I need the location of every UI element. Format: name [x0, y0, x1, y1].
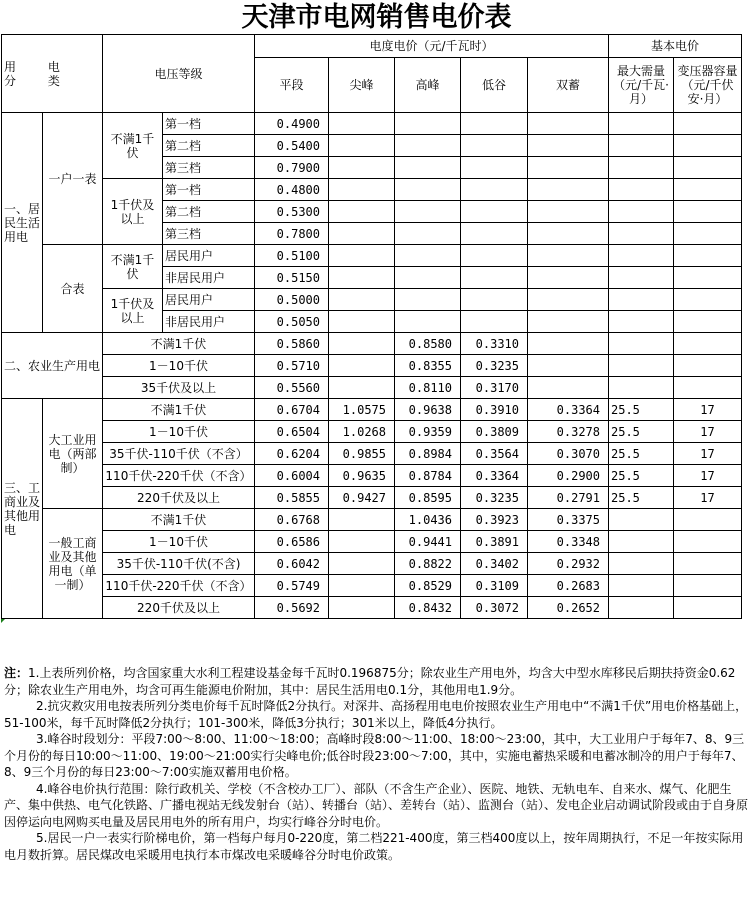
empty-cell: [674, 223, 742, 245]
price-flat: 0.5855: [255, 487, 329, 509]
empty-cell: [461, 179, 528, 201]
price-dual: 0.2683: [528, 575, 609, 597]
empty-cell: [609, 289, 674, 311]
price-sharp: [329, 355, 395, 377]
table-row: [2, 179, 742, 201]
max-demand-price: 25.5: [609, 487, 674, 509]
empty-cell: [528, 289, 609, 311]
price-flat: 0.5400: [255, 135, 329, 157]
empty-cell: [609, 201, 674, 223]
empty-cell: [609, 377, 674, 399]
empty-cell: [329, 157, 395, 179]
table-row: [2, 531, 742, 553]
empty-cell: [395, 289, 461, 311]
price-flat: 0.7900: [255, 157, 329, 179]
price-sharp: 1.0268: [329, 421, 395, 443]
capacity-price: [674, 553, 742, 575]
voltage-level: 不满1千伏: [103, 399, 255, 421]
price-flat: 0.5150: [255, 267, 329, 289]
table-row: [2, 443, 742, 465]
price-flat: 0.5560: [255, 377, 329, 399]
empty-cell: [395, 245, 461, 267]
capacity-price: 17: [674, 465, 742, 487]
table-body: [2, 113, 742, 619]
max-demand-price: 25.5: [609, 399, 674, 421]
empty-cell: [395, 311, 461, 333]
empty-cell: [329, 311, 395, 333]
empty-cell: [528, 377, 609, 399]
price-peak: 0.9359: [395, 421, 461, 443]
table-row: [2, 333, 742, 355]
empty-cell: [528, 157, 609, 179]
price-dual: 0.2932: [528, 553, 609, 575]
empty-cell: [528, 245, 609, 267]
note-4: 4.峰谷电价执行范围：除行政机关、学校（不含校办工厂）、部队（不含生产企业）、医院、地铁、无轨电车、自来水、煤气、化肥生产、集中供热、电气化铁路、广播电视站无线发射台（站）、转播台（站）、差转台（站）、监测台（站）、发电企业启动调试阶段或由于自身原因停运向电网购买电量及居民用电外的所有用户，均实行峰谷分时电价。: [4, 781, 749, 829]
voltage-level: 35千伏-110千伏(不含): [103, 553, 255, 575]
max-demand-price: [609, 531, 674, 553]
price-flat: 0.7800: [255, 223, 329, 245]
empty-cell: [329, 201, 395, 223]
price-sharp: [329, 531, 395, 553]
table-row: [2, 289, 742, 311]
table-row: [2, 355, 742, 377]
note-3: 3.峰谷时段划分：平段7:00～8:00、11:00～18:00；高峰时段8:00～11:00、18:00～23:00，其中，大工业用户于每年7、8、9三个月份的每日10:00～11:00、19:00～21:00实行尖峰电价;低谷时段23:00～7:00，其中，实施电蓄热采暖和电蓄冰制冷的用户于每年7、8、9三个月份的每日23:00～7:00实施双蓄用电价格。: [4, 732, 745, 779]
voltage-level: 35千伏及以上: [103, 377, 255, 399]
voltage-level: 110千伏-220千伏（不含）: [103, 575, 255, 597]
price-valley: 0.3235: [461, 355, 528, 377]
price-sharp: 0.9635: [329, 465, 395, 487]
notes-prefix: 注：: [4, 666, 29, 680]
empty-cell: [461, 245, 528, 267]
empty-cell: [674, 201, 742, 223]
price-flat: 0.6042: [255, 553, 329, 575]
tier-label: 第三档: [163, 157, 255, 179]
empty-cell: [609, 333, 674, 355]
capacity-price: 17: [674, 399, 742, 421]
header-peak: 高峰: [395, 58, 461, 113]
price-peak: 0.8984: [395, 443, 461, 465]
empty-cell: [528, 113, 609, 135]
table-row: [2, 487, 742, 509]
page-title: 天津市电网销售电价表: [241, 2, 512, 33]
capacity-price: [674, 531, 742, 553]
price-dual: 0.3375: [528, 509, 609, 531]
price-peak: 0.8595: [395, 487, 461, 509]
subcategory-large-industry: 大工业用电（两部制）: [43, 399, 103, 509]
empty-cell: [528, 311, 609, 333]
empty-cell: [674, 157, 742, 179]
empty-cell: [674, 245, 742, 267]
empty-cell: [609, 267, 674, 289]
capacity-price: 17: [674, 421, 742, 443]
price-peak: 0.8432: [395, 597, 461, 619]
subcategory-combined-meter: 合表: [43, 245, 103, 333]
price-valley: 0.3910: [461, 399, 528, 421]
empty-cell: [674, 267, 742, 289]
price-valley: 0.3235: [461, 487, 528, 509]
empty-cell: [674, 311, 742, 333]
price-peak: 0.8784: [395, 465, 461, 487]
voltage-level: 不满1千伏: [103, 509, 255, 531]
tier-label: 第三档: [163, 223, 255, 245]
price-flat: 0.5860: [255, 333, 329, 355]
empty-cell: [461, 289, 528, 311]
empty-cell: [609, 113, 674, 135]
empty-cell: [609, 355, 674, 377]
voltage-level: 不满1千伏: [103, 245, 163, 289]
category-residential: 一、居民生活用电: [2, 113, 43, 333]
price-valley: 0.3402: [461, 553, 528, 575]
empty-cell: [461, 267, 528, 289]
table-row: [2, 399, 742, 421]
empty-cell: [395, 179, 461, 201]
empty-cell: [528, 333, 609, 355]
voltage-level: 1－10千伏: [103, 355, 255, 377]
cell-corner-marker: [1, 619, 5, 623]
tier-label: 非居民用户: [163, 267, 255, 289]
price-flat: 0.4900: [255, 113, 329, 135]
max-demand-price: [609, 509, 674, 531]
price-dual: 0.2791: [528, 487, 609, 509]
empty-cell: [329, 267, 395, 289]
header-flat: 平段: [255, 58, 329, 113]
price-valley: 0.3109: [461, 575, 528, 597]
price-dual: 0.3348: [528, 531, 609, 553]
notes-section: [4, 665, 749, 863]
voltage-level: 220千伏及以上: [103, 487, 255, 509]
capacity-price: [674, 509, 742, 531]
price-dual: 0.3070: [528, 443, 609, 465]
note-1-text: 1.上表所列价格，均含国家重大水利工程建设基金每千瓦时0.196875分；除农业生产用电外，均含大中型水库移民后期扶持资金0.62分；除农业生产用电外，均含可再生能源电价附加，其中：居民生活用电0.1分，其他用电1.9分。: [4, 666, 736, 697]
header-category: [2, 35, 103, 113]
table-row: [2, 509, 742, 531]
max-demand-price: 25.5: [609, 421, 674, 443]
header-row-1: [2, 35, 742, 58]
price-flat: 0.6204: [255, 443, 329, 465]
voltage-level: 1－10千伏: [103, 421, 255, 443]
price-valley: 0.3564: [461, 443, 528, 465]
category-agriculture: 二、农业生产用电: [2, 333, 103, 399]
table-row: [2, 421, 742, 443]
price-valley: 0.3809: [461, 421, 528, 443]
tier-label: 第二档: [163, 201, 255, 223]
table-row: [2, 377, 742, 399]
price-peak: 0.9638: [395, 399, 461, 421]
capacity-price: 17: [674, 487, 742, 509]
empty-cell: [528, 267, 609, 289]
table-row: [2, 597, 742, 619]
price-valley: 0.3364: [461, 465, 528, 487]
price-dual: 0.2652: [528, 597, 609, 619]
empty-cell: [528, 179, 609, 201]
empty-cell: [528, 135, 609, 157]
empty-cell: [674, 377, 742, 399]
empty-cell: [674, 289, 742, 311]
note-1: [4, 665, 749, 698]
tier-label: 非居民用户: [163, 311, 255, 333]
voltage-level: 1－10千伏: [103, 531, 255, 553]
table-row: [2, 553, 742, 575]
price-flat: 0.5300: [255, 201, 329, 223]
capacity-price: [674, 597, 742, 619]
price-peak: 1.0436: [395, 509, 461, 531]
price-sharp: [329, 509, 395, 531]
voltage-level: 35千伏-110千伏（不含）: [103, 443, 255, 465]
price-flat: 0.5710: [255, 355, 329, 377]
price-peak: 0.8110: [395, 377, 461, 399]
max-demand-price: [609, 553, 674, 575]
header-valley: 低谷: [461, 58, 528, 113]
subcategory-single-meter: 一户一表: [43, 113, 103, 245]
empty-cell: [329, 135, 395, 157]
price-flat: 0.5749: [255, 575, 329, 597]
header-dual: 双蓄: [528, 58, 609, 113]
header-sharp: 尖峰: [329, 58, 395, 113]
price-dual: 0.3364: [528, 399, 609, 421]
empty-cell: [395, 267, 461, 289]
table-row: [2, 113, 742, 135]
max-demand-price: 25.5: [609, 465, 674, 487]
header-basic-price: 基本电价: [609, 35, 742, 58]
empty-cell: [329, 113, 395, 135]
price-valley: 0.3891: [461, 531, 528, 553]
voltage-level: 1千伏及以上: [103, 289, 163, 333]
empty-cell: [528, 355, 609, 377]
empty-cell: [609, 223, 674, 245]
voltage-level: 220千伏及以上: [103, 597, 255, 619]
voltage-level: 不满1千伏: [103, 333, 255, 355]
empty-cell: [395, 157, 461, 179]
empty-cell: [461, 135, 528, 157]
header-category-label: 用 电 分 类: [4, 59, 74, 88]
price-flat: 0.5692: [255, 597, 329, 619]
empty-cell: [609, 135, 674, 157]
price-flat: 0.6004: [255, 465, 329, 487]
voltage-level: 不满1千伏: [103, 113, 163, 179]
price-table: [1, 34, 742, 619]
price-flat: 0.5000: [255, 289, 329, 311]
max-demand-price: [609, 575, 674, 597]
table-row: [2, 575, 742, 597]
empty-cell: [609, 157, 674, 179]
empty-cell: [674, 135, 742, 157]
voltage-level: 110千伏-220千伏（不含）: [103, 465, 255, 487]
price-peak: 0.9441: [395, 531, 461, 553]
empty-cell: [395, 201, 461, 223]
price-flat: 0.6704: [255, 399, 329, 421]
max-demand-price: 25.5: [609, 443, 674, 465]
empty-cell: [461, 113, 528, 135]
header-energy-price: 电度电价（元/千瓦时）: [255, 35, 609, 58]
capacity-price: 17: [674, 443, 742, 465]
max-demand-price: [609, 597, 674, 619]
price-flat: 0.6768: [255, 509, 329, 531]
price-flat: 0.5100: [255, 245, 329, 267]
voltage-level: 1千伏及以上: [103, 179, 163, 245]
empty-cell: [674, 113, 742, 135]
header-transformer: 变压器容量（元/千伏安·月）: [674, 58, 742, 113]
tier-label: 第二档: [163, 135, 255, 157]
price-valley: 0.3170: [461, 377, 528, 399]
price-sharp: 0.9855: [329, 443, 395, 465]
price-peak: 0.8355: [395, 355, 461, 377]
note-2: 2.抗灾救灾用电按表所列分类电价每千瓦时降低2分执行。对深井、高扬程用电电价按照农业生产用电中“不满1千伏”用电价格基础上，51-100米，每千瓦时降低2分执行；101-300米，降低3分执行；301米以上，降低4分执行。: [4, 699, 748, 730]
subcategory-general-commercial: 一般工商业及其他用电（单一制）: [43, 509, 103, 619]
header-voltage: 电压等级: [103, 35, 255, 113]
empty-cell: [329, 289, 395, 311]
price-sharp: [329, 553, 395, 575]
price-flat: 0.5050: [255, 311, 329, 333]
price-sharp: 0.9427: [329, 487, 395, 509]
empty-cell: [395, 223, 461, 245]
empty-cell: [395, 113, 461, 135]
empty-cell: [461, 201, 528, 223]
price-sharp: [329, 597, 395, 619]
empty-cell: [609, 311, 674, 333]
empty-cell: [674, 179, 742, 201]
price-dual: 0.3278: [528, 421, 609, 443]
price-sharp: [329, 575, 395, 597]
note-5: 5.居民一户一表实行阶梯电价，第一档每户每月0-220度，第二档221-400度，第三档400度以上，按年周期执行，不足一年按实际用电月数折算。居民煤改电采暖用电执行本市煤改电采暖峰谷分时电价政策。: [4, 831, 744, 862]
price-valley: 0.3310: [461, 333, 528, 355]
price-flat: 0.6586: [255, 531, 329, 553]
price-peak: 0.8580: [395, 333, 461, 355]
empty-cell: [674, 333, 742, 355]
empty-cell: [609, 179, 674, 201]
capacity-price: [674, 575, 742, 597]
empty-cell: [329, 223, 395, 245]
empty-cell: [609, 245, 674, 267]
empty-cell: [528, 223, 609, 245]
tier-label: 第一档: [163, 179, 255, 201]
price-flat: 0.4800: [255, 179, 329, 201]
price-valley: 0.3072: [461, 597, 528, 619]
tier-label: 第一档: [163, 113, 255, 135]
price-sharp: 1.0575: [329, 399, 395, 421]
empty-cell: [528, 201, 609, 223]
tier-label: 居民用户: [163, 245, 255, 267]
empty-cell: [674, 355, 742, 377]
price-sharp: [329, 377, 395, 399]
price-peak: 0.8529: [395, 575, 461, 597]
empty-cell: [329, 179, 395, 201]
empty-cell: [329, 245, 395, 267]
empty-cell: [461, 157, 528, 179]
tier-label: 居民用户: [163, 289, 255, 311]
price-dual: 0.2900: [528, 465, 609, 487]
table-row: [2, 465, 742, 487]
price-flat: 0.6504: [255, 421, 329, 443]
category-commercial: 三、工商业及其他用电: [2, 399, 43, 619]
price-valley: 0.3923: [461, 509, 528, 531]
empty-cell: [461, 311, 528, 333]
price-peak: 0.8822: [395, 553, 461, 575]
header-max-demand: 最大需量（元/千瓦·月）: [609, 58, 674, 113]
empty-cell: [395, 135, 461, 157]
table-row: [2, 245, 742, 267]
empty-cell: [461, 223, 528, 245]
price-sharp: [329, 333, 395, 355]
